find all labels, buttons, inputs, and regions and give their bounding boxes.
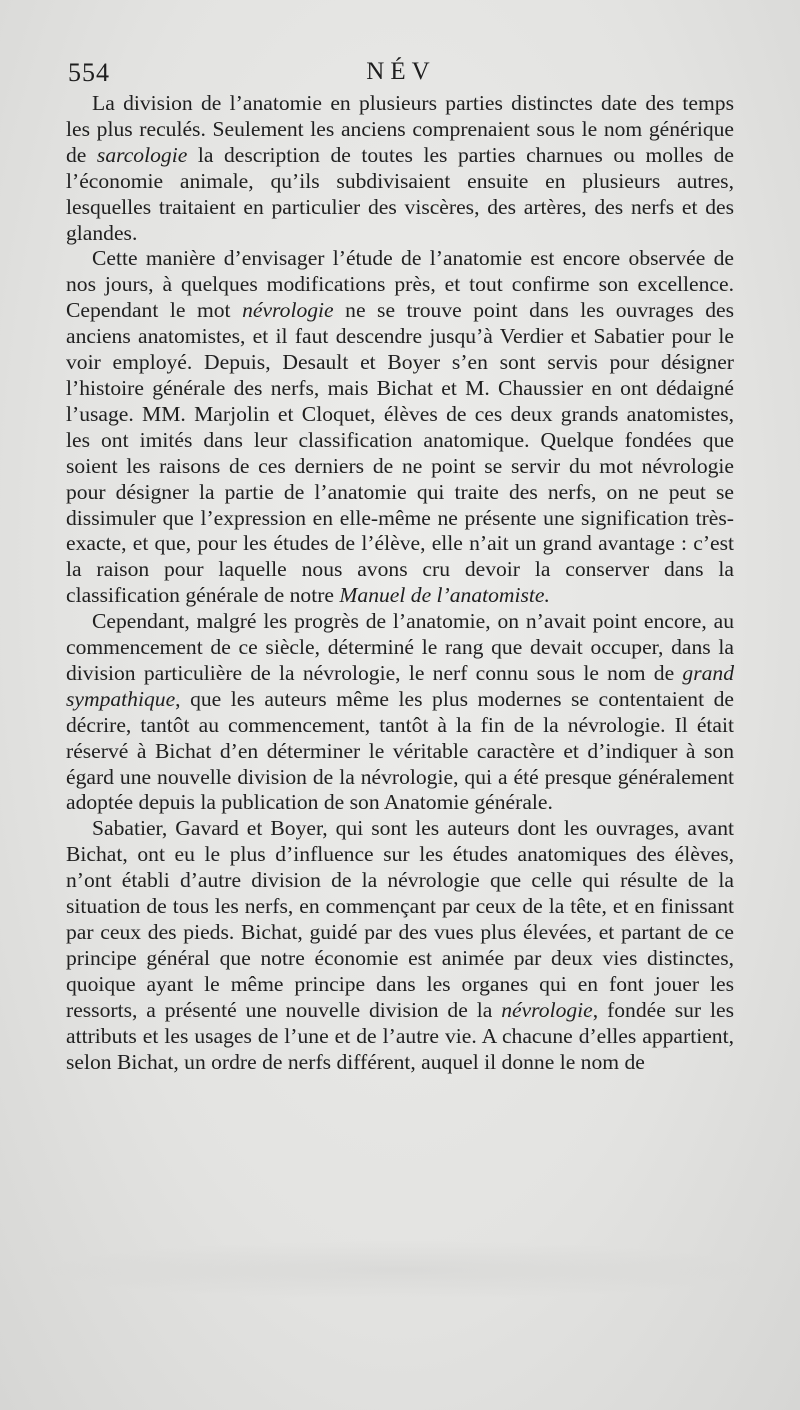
italic-text: névrologie bbox=[242, 298, 334, 323]
paragraph-text: Cependant, malgré les progrès de l’anatomie, on n’avait point encore, au commencement de ce siècle, déterminé le rang que devait occuper, dans la division particulière de la névrologie, le nerf connu sous le nom de bbox=[66, 609, 734, 685]
paragraph-text: Cette manière d’envisager l’étude de l’anatomie est encore observée de nos jours, à quelques modifications près, et tout confirme son excellence. Cependant le mot bbox=[66, 246, 734, 323]
paper-stain bbox=[40, 1240, 760, 1300]
paragraph-text: La division de l’anatomie en plusieurs parties distinctes date des temps les plus reculés. Seulement les anciens comprenaient sous le nom générique de bbox=[66, 91, 734, 167]
paragraph-text: , que les auteurs même les plus modernes se contentaient de décrire, tantôt au commencement, tantôt à la fin de la névrologie. Il était réservé à Bichat d’en déterminer le véritable caractère et d’indiquer à son égard une nouvelle division de la névrologie, qui a été presque généralement adoptée depuis la publication de son Anatomie générale. bbox=[66, 686, 734, 815]
italic-text: névrologie bbox=[501, 997, 593, 1022]
italic-text: sarcologie bbox=[96, 142, 188, 167]
paragraph-text: ne se trouve point dans les ouvrages des anciens anatomistes, et il faut descendre jusqu’à Verdier et Sabatier pour le voir employé. Depuis, Desault et Boyer s’en sont servis pour désigner l’histoire générale des nerfs, mais Bichat et M. Chaussier en ont dédaigné l’usage. MM. Marjolin et Cloquet, élèves de ces deux grands anatomistes, les ont imités dans leur classification anatomique. Quelque fondées que soient les raisons de ces derniers de ne point se servir du mot névrologie pour désigner la partie de l’anatomie qui traite des nerfs, on ne peut se dissimuler que l’expression en elle-même ne présente une signification très-exacte, et que, pour les études de l’élève, elle n’ait un grand avantage : c’est la raison pour laquelle nous avons cru devoir la conserver dans la classification générale de notre bbox=[66, 298, 734, 608]
paragraph-2 bbox=[66, 246, 734, 609]
page-number: 554 bbox=[68, 58, 110, 87]
running-head: NÉV bbox=[366, 58, 436, 85]
page-header bbox=[68, 58, 734, 92]
body-text bbox=[66, 91, 734, 1075]
paragraph-text: , fondée sur les attributs et les usages de l’une et de l’autre vie. A chacune d’elles appartient, selon Bichat, un ordre de nerfs différent, auquel il donne le nom de bbox=[66, 997, 735, 1074]
paragraph-4 bbox=[66, 816, 734, 1075]
paragraph-3 bbox=[66, 609, 734, 816]
paragraph-text: Sabatier, Gavard et Boyer, qui sont les auteurs dont les ouvrages, avant Bichat, ont eu le plus d’influence sur les études anatomiques des élèves, n’ont établi d’autre division de la névrologie que celle qui résulte de la situation de tous les nerfs, en commençant par ceux de la tête, et en finissant par ceux des pieds. Bichat, guidé par des vues plus élevées, et partant de ce principe général que notre économie est animée par deux vies distinctes, quoique ayant le même principe dans les organes qui en font jouer les ressorts, a présenté une nouvelle division de la bbox=[66, 816, 734, 1022]
paragraph-text: la description de toutes les parties charnues ou molles de l’économie animale, qu’ils subdivisaient ensuite en plusieurs autres, lesquelles traitaient en particulier des viscères, des artères, des nerfs et des glandes. bbox=[66, 142, 734, 245]
italic-text: Manuel de l’anatomiste. bbox=[339, 583, 550, 608]
italic-text: grand sympathique bbox=[66, 660, 734, 711]
paragraph-1 bbox=[66, 91, 734, 246]
